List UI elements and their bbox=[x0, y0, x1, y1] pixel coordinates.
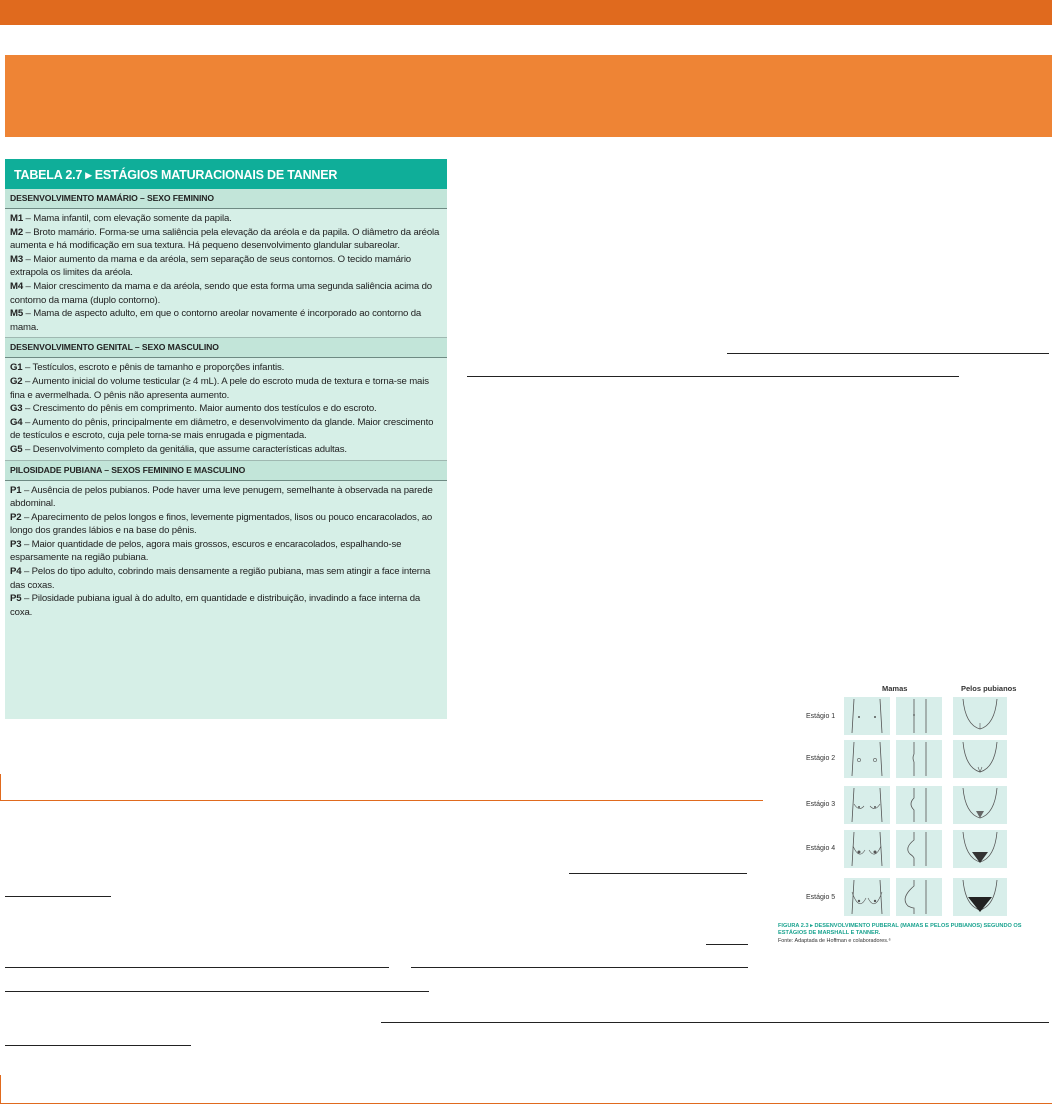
top-accent-bar bbox=[0, 0, 1052, 25]
breast-front-illustration bbox=[844, 878, 890, 916]
figure-caption: FIGURA 2.3 ▸ DESENVOLVIMENTO PUBERAL (MAMAS E PELOS PUBIANOS) SEGUNDO OS ESTÁGIOS DE MARSHALL E TANNER. bbox=[778, 923, 1022, 936]
table-item: G1 – Testículos, escroto e pênis de tamanho e proporções infantis. bbox=[10, 362, 285, 374]
header-band bbox=[5, 55, 1052, 137]
breast-front-illustration bbox=[844, 786, 890, 824]
text-underline bbox=[5, 896, 111, 897]
stage-label: Estágio 5 bbox=[806, 894, 836, 901]
column-label-pelos: Pelos pubianos bbox=[961, 684, 1017, 693]
section-rule-tick bbox=[0, 1075, 1, 1103]
text-underline bbox=[381, 1022, 1049, 1023]
section-heading: DESENVOLVIMENTO GENITAL – SEXO MASCULINO bbox=[5, 338, 447, 358]
text-underline bbox=[706, 944, 748, 945]
table-item: M3 – Maior aumento da mama e da aréola, sem separação de seus contornos. O tecido mamário extrapola os limites da aréola. bbox=[10, 253, 411, 279]
table-item: G4 – Aumento do pênis, principalmente em diâmetro, e desenvolvimento da glande. Maior crescimento de testículos e escroto, cuja pele torna-se mais enrugada e pigmentada. bbox=[10, 416, 434, 442]
text-underline bbox=[5, 1045, 191, 1046]
section-heading: PILOSIDADE PUBIANA – SEXOS FEMININO E MASCULINO bbox=[5, 461, 447, 481]
table-item: M4 – Maior crescimento da mama e da aréola, sendo que esta forma uma segunda saliência acima do contorno da mama (duplo contorno). bbox=[10, 280, 432, 306]
table-section-pilosidade bbox=[5, 460, 447, 623]
figure-source: Fonte: Adaptada de Hoffman e colaboradores.⁶ bbox=[778, 938, 891, 944]
column-label-mamas: Mamas bbox=[882, 684, 908, 693]
pubic-illustration bbox=[953, 740, 1007, 778]
table-item: P3 – Maior quantidade de pelos, agora mais grossos, escuros e encaracolados, espalhando-se esparsamente na região pubiana. bbox=[10, 538, 402, 564]
section-rule bbox=[0, 1103, 1052, 1104]
table-item: P1 – Ausência de pelos pubianos. Pode haver uma leve penugem, semelhante à observada na parede abdominal. bbox=[10, 484, 433, 510]
table-item: M1 – Mama infantil, com elevação somente da papila. bbox=[10, 213, 232, 224]
section-rule bbox=[0, 800, 763, 801]
breast-side-illustration bbox=[896, 878, 942, 916]
table-item: M2 – Broto mamário. Forma-se uma saliência pela elevação da aréola e da papila. O diâmetro da aréola aumenta e há modificação em sua textura. Há pequeno desenvolvimento glandular subareolar. bbox=[10, 226, 440, 252]
text-underline bbox=[727, 353, 1049, 354]
breast-front-illustration bbox=[844, 740, 890, 778]
stage-label: Estágio 3 bbox=[806, 801, 836, 808]
breast-front-illustration bbox=[844, 697, 890, 735]
table-item: P4 – Pelos do tipo adulto, cobrindo mais densamente a região pubiana, mas sem atingir a face interna das coxas. bbox=[10, 566, 431, 591]
text-underline bbox=[411, 967, 748, 968]
text-underline bbox=[5, 967, 389, 968]
table-item: P2 – Aparecimento de pelos longos e finos, levemente pigmentados, lisos ou pouco encaracolados, ao longo dos grandes lábios e na base do pênis. bbox=[10, 511, 433, 537]
table-title: TABELA 2.7 ▸ ESTÁGIOS MATURACIONAIS DE TANNER bbox=[5, 159, 447, 189]
stage-label: Estágio 1 bbox=[806, 713, 836, 720]
table-item: P5 – Pilosidade pubiana igual à do adulto, em quantidade e distribuição, invadindo a face interna da coxa. bbox=[10, 593, 421, 618]
breast-front-illustration bbox=[844, 830, 890, 868]
table-item: G2 – Aumento inicial do volume testicular (≥ 4 mL). A pele do escroto muda de textura e torna-se mais fina e avermelhada. O pênis não apresenta aumento. bbox=[10, 375, 429, 401]
pubic-illustration bbox=[953, 697, 1007, 735]
stage-label: Estágio 4 bbox=[806, 845, 836, 852]
breast-side-illustration bbox=[896, 786, 942, 824]
table-section-mamario bbox=[5, 189, 447, 337]
section-rule-tick bbox=[0, 774, 1, 800]
pubic-illustration bbox=[953, 786, 1007, 824]
puberal-development-figure bbox=[778, 683, 1042, 949]
text-underline bbox=[5, 991, 429, 992]
table-section-genital bbox=[5, 337, 447, 459]
tanner-table bbox=[5, 159, 447, 719]
stage-label: Estágio 2 bbox=[806, 755, 836, 762]
pubic-illustration bbox=[953, 878, 1007, 916]
breast-side-illustration bbox=[896, 830, 942, 868]
breast-side-illustration bbox=[896, 697, 942, 735]
text-underline bbox=[569, 873, 747, 874]
breast-side-illustration bbox=[896, 740, 942, 778]
table-item: G3 – Crescimento do pênis em comprimento. Maior aumento dos testículos e do escroto. bbox=[10, 403, 377, 415]
text-underline bbox=[467, 376, 959, 377]
pubic-illustration bbox=[953, 830, 1007, 868]
table-item: M5 – Mama de aspecto adulto, em que o contorno areolar novamente é incorporado ao contorno da mama. bbox=[10, 308, 422, 333]
section-heading: DESENVOLVIMENTO MAMÁRIO – SEXO FEMININO bbox=[5, 189, 447, 209]
table-item: G5 – Desenvolvimento completo da genitália, que assume características adultas. bbox=[10, 443, 347, 455]
